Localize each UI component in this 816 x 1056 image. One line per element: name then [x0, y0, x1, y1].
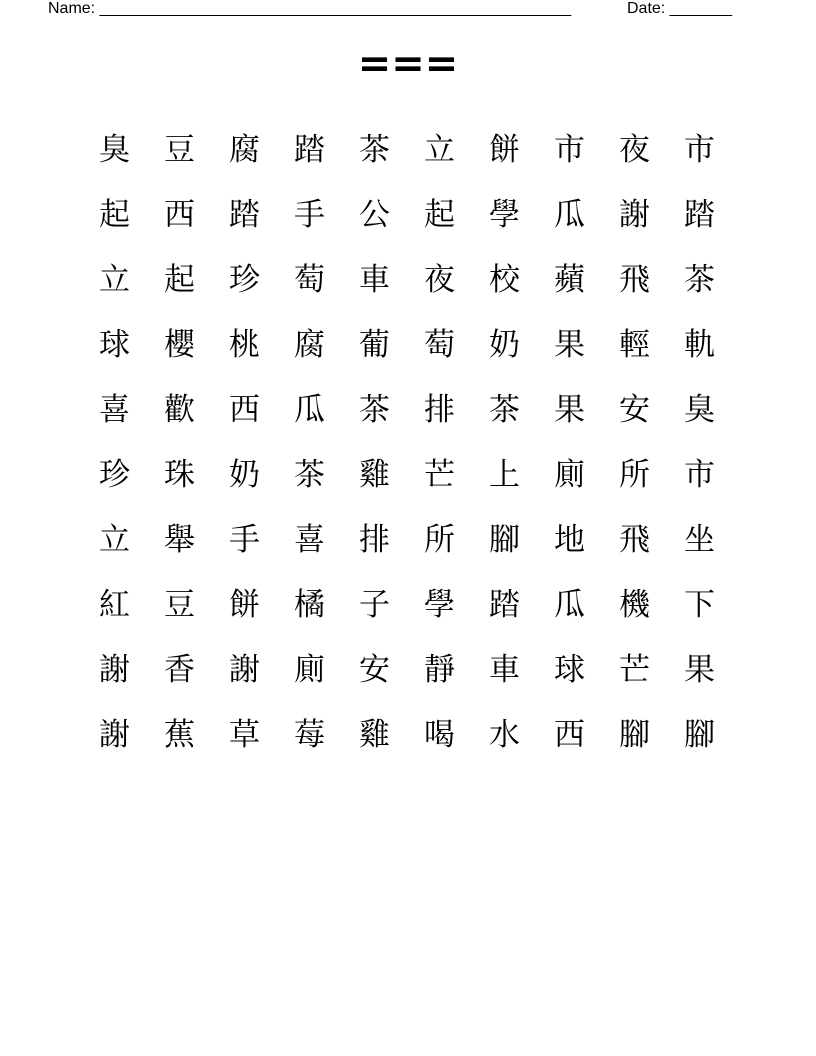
grid-cell: 車 — [359, 262, 390, 298]
grid-cell: 西 — [554, 717, 585, 753]
grid-cell: 謝 — [229, 652, 260, 688]
grid-cell: 廁 — [294, 652, 325, 688]
grid-cell: 腳 — [619, 717, 650, 753]
grid-cell: 謝 — [99, 652, 130, 688]
grid-cell: 立 — [99, 262, 130, 298]
grid-cell: 起 — [99, 197, 130, 233]
grid-cell: 腐 — [229, 132, 260, 168]
grid-cell: 靜 — [424, 652, 455, 688]
grid-cell: 雞 — [359, 457, 390, 493]
grid-cell: 上 — [489, 457, 520, 493]
grid-cell: 莓 — [294, 717, 325, 753]
grid-cell: 果 — [684, 652, 715, 688]
grid-cell: 臭 — [684, 392, 715, 428]
grid-cell: 軌 — [684, 327, 715, 363]
grid-cell: 起 — [424, 197, 455, 233]
grid-cell: 球 — [99, 327, 130, 363]
grid-cell: 茶 — [359, 132, 390, 168]
date-field-label: Date: _______ — [627, 0, 732, 17]
grid-cell: 腐 — [294, 327, 325, 363]
grid-cell: 踏 — [294, 132, 325, 168]
grid-cell: 葡 — [359, 327, 390, 363]
grid-cell: 芒 — [424, 457, 455, 493]
grid-cell: 立 — [424, 132, 455, 168]
grid-cell: 飛 — [619, 522, 650, 558]
character-grid — [82, 118, 734, 768]
grid-cell: 下 — [684, 587, 715, 623]
grid-cell: 雞 — [359, 717, 390, 753]
grid-cell: 櫻 — [164, 327, 195, 363]
grid-cell: 萄 — [424, 327, 455, 363]
grid-cell: 球 — [554, 652, 585, 688]
grid-cell: 草 — [229, 717, 260, 753]
grid-cell: 夜 — [619, 132, 650, 168]
grid-cell: 排 — [424, 392, 455, 428]
grid-cell: 排 — [359, 522, 390, 558]
grid-cell: 踏 — [229, 197, 260, 233]
grid-cell: 萄 — [294, 262, 325, 298]
grid-cell: 桃 — [229, 327, 260, 363]
grid-cell: 輕 — [619, 327, 650, 363]
grid-cell: 學 — [489, 197, 520, 233]
worksheet-title: === — [357, 41, 459, 87]
grid-cell: 紅 — [99, 587, 130, 623]
grid-cell: 西 — [164, 197, 195, 233]
grid-cell: 瓜 — [554, 197, 585, 233]
grid-cell: 喜 — [294, 522, 325, 558]
grid-cell: 所 — [424, 522, 455, 558]
grid-cell: 廁 — [554, 457, 585, 493]
grid-cell: 果 — [554, 392, 585, 428]
grid-cell: 市 — [684, 132, 715, 168]
grid-cell: 安 — [359, 652, 390, 688]
grid-cell: 茶 — [359, 392, 390, 428]
grid-cell: 餅 — [229, 587, 260, 623]
grid-cell: 喝 — [424, 717, 455, 753]
grid-cell: 茶 — [294, 457, 325, 493]
grid-cell: 起 — [164, 262, 195, 298]
grid-cell: 手 — [294, 197, 325, 233]
grid-cell: 西 — [229, 392, 260, 428]
grid-cell: 蘋 — [554, 262, 585, 298]
grid-cell: 果 — [554, 327, 585, 363]
grid-cell: 車 — [489, 652, 520, 688]
grid-cell: 腳 — [684, 717, 715, 753]
grid-cell: 茶 — [489, 392, 520, 428]
grid-cell: 謝 — [99, 717, 130, 753]
name-field-label: Name: _____________________________________________________ — [48, 0, 572, 17]
grid-cell: 市 — [684, 457, 715, 493]
grid-cell: 市 — [554, 132, 585, 168]
grid-cell: 坐 — [684, 522, 715, 558]
grid-cell: 珠 — [164, 457, 195, 493]
grid-cell: 機 — [619, 587, 650, 623]
grid-cell: 豆 — [164, 132, 195, 168]
grid-cell: 歡 — [164, 392, 195, 428]
grid-cell: 臭 — [99, 132, 130, 168]
grid-cell: 謝 — [619, 197, 650, 233]
grid-cell: 瓜 — [294, 392, 325, 428]
grid-cell: 香 — [164, 652, 195, 688]
grid-cell: 茶 — [684, 262, 715, 298]
grid-cell: 踏 — [684, 197, 715, 233]
grid-cell: 子 — [359, 587, 390, 623]
grid-cell: 奶 — [489, 327, 520, 363]
grid-cell: 橘 — [294, 587, 325, 623]
grid-cell: 腳 — [489, 522, 520, 558]
grid-cell: 校 — [489, 262, 520, 298]
grid-cell: 立 — [99, 522, 130, 558]
grid-cell: 瓜 — [554, 587, 585, 623]
grid-cell: 手 — [229, 522, 260, 558]
grid-cell: 公 — [359, 197, 390, 233]
grid-cell: 珍 — [229, 262, 260, 298]
grid-cell: 飛 — [619, 262, 650, 298]
grid-cell: 水 — [489, 717, 520, 753]
grid-cell: 芒 — [619, 652, 650, 688]
grid-cell: 安 — [619, 392, 650, 428]
grid-cell: 學 — [424, 587, 455, 623]
grid-cell: 蕉 — [164, 717, 195, 753]
grid-cell: 舉 — [164, 522, 195, 558]
grid-cell: 夜 — [424, 262, 455, 298]
grid-cell: 珍 — [99, 457, 130, 493]
grid-cell: 豆 — [164, 587, 195, 623]
grid-cell: 所 — [619, 457, 650, 493]
grid-cell: 奶 — [229, 457, 260, 493]
grid-cell: 喜 — [99, 392, 130, 428]
grid-cell: 踏 — [489, 587, 520, 623]
grid-cell: 地 — [554, 522, 585, 558]
grid-cell: 餅 — [489, 132, 520, 168]
